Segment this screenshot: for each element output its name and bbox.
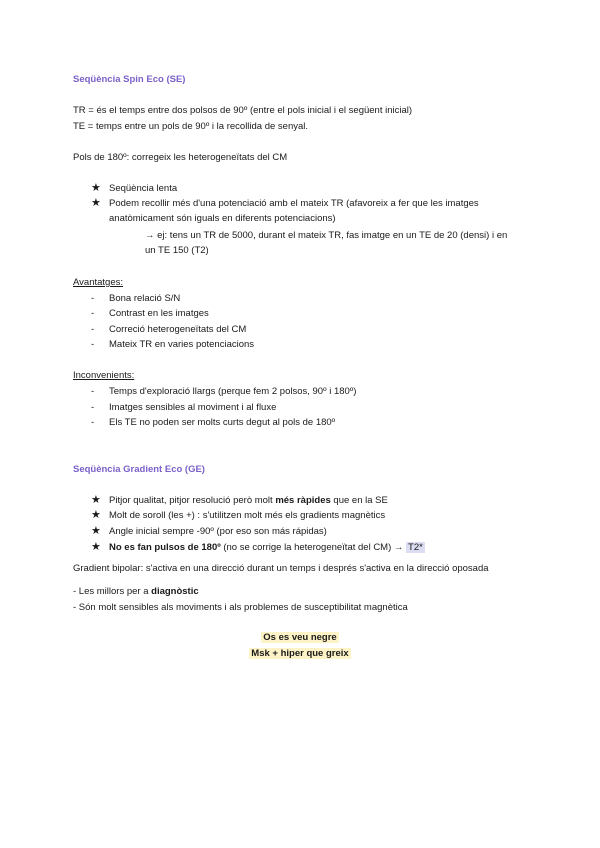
advantage-item: Correció heterogeneïtats del CM [109, 324, 247, 335]
dash-marker: - [91, 417, 95, 428]
se-bullet-2-cont: anatòmicament són iguals en diferents potenciacions) [109, 213, 336, 224]
star-bullet-icon: ★ [91, 525, 101, 537]
dash-marker: - [91, 308, 95, 319]
note-msk-hyper: Msk + hiper que greix [251, 648, 349, 659]
tr-definition: TR = és el temps entre dos polsos de 90º (entre el pols inicial i el següent inicial) [73, 105, 413, 116]
example-line-1: → ej: tens un TR de 5000, durant el mateix TR, fas imatge en un TE de 20 (densi) i en [145, 230, 508, 241]
advantage-item: Mateix TR en varies potenciacions [109, 339, 255, 350]
drawbacks-heading: Inconvenients: [73, 370, 135, 381]
advantage-item: Bona relació S/N [109, 293, 181, 304]
dash-marker: - [91, 402, 95, 413]
drawback-item: Imatges sensibles al moviment i al fluxe [109, 402, 277, 413]
star-bullet-icon: ★ [91, 182, 101, 194]
advantage-item: Contrast en les imatges [109, 308, 209, 319]
advantages-heading: Avantatges: [73, 277, 124, 288]
ge-bullet-2: Molt de soroll (les +) : s'utilitzen molt més els gradients magnètics [109, 510, 386, 521]
se-bullet-1: Seqüència lenta [109, 183, 178, 194]
star-bullet-icon: ★ [91, 509, 101, 521]
best-diagnostic: - Les millors per a diagnòstic [73, 586, 199, 597]
se-bullet-2: Podem recollir més d'una potenciació amb el mateix TR (afavoreix a fer que les imatges [109, 198, 479, 209]
drawback-item: Els TE no poden ser molts curts degut al pols de 180º [109, 417, 336, 428]
example-line-2: un TE 150 (T2) [145, 245, 209, 256]
ge-bullet-3: Angle inicial sempre -90º (por eso son más rápidas) [109, 526, 327, 537]
note-bone-black: Os es veu negre [263, 632, 337, 643]
dash-marker: - [91, 293, 95, 304]
pols180-text: Pols de 180º: corregeix les heterogeneïtats del CM [73, 152, 288, 163]
bipolar-text: Gradient bipolar: s'activa en una direcció durant un temps i després s'activa en la direcció oposada [73, 563, 489, 574]
sensitive-text: - Són molt sensibles als moviments i als problemes de susceptibilitat magnètica [73, 602, 408, 613]
dash-marker: - [91, 324, 95, 335]
ge-bullet-1: Pitjor qualitat, pitjor resolució però molt més ràpides que en la SE [109, 495, 388, 506]
ge-heading: Seqüència Gradient Eco (GE) [73, 464, 205, 475]
dash-marker: - [91, 386, 95, 397]
star-bullet-icon: ★ [91, 494, 101, 506]
dash-marker: - [91, 339, 95, 350]
t2-star-highlight: T2* [408, 542, 423, 553]
star-bullet-icon: ★ [91, 541, 101, 553]
star-bullet-icon: ★ [91, 197, 101, 209]
te-definition: TE = temps entre un pols de 90º i la recollida de senyal. [73, 121, 309, 132]
ge-bullet-4: No es fan pulsos de 180º (no se corrige la heterogeneïtat del CM) → T2* [109, 542, 423, 553]
drawback-item: Temps d'exploració llargs (perque fem 2 polsos, 90º i 180º) [109, 386, 357, 397]
se-heading: Seqüència Spin Eco (SE) [73, 74, 186, 85]
